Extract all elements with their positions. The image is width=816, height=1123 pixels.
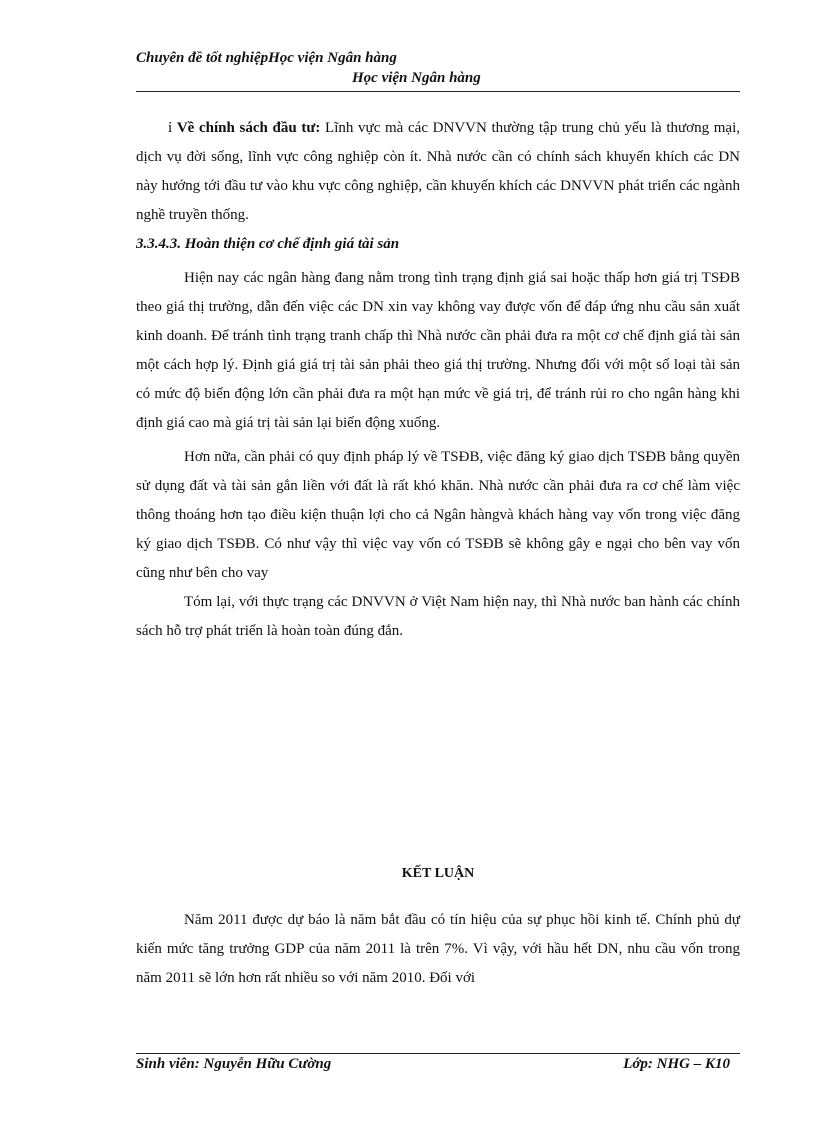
footer-rule	[136, 1053, 740, 1054]
policy-paragraph	[136, 114, 740, 230]
policy-label: Về chính sách đầu tư:	[176, 120, 321, 136]
footer-student: Sinh viên: Nguyễn Hữu Cường	[136, 1056, 332, 1072]
header-title-line-2: Học viện Ngân hàng	[352, 70, 481, 86]
body-content	[136, 114, 740, 646]
paragraph-valuation: Hiện nay các ngân hàng đang nằm trong tình trạng định giá sai hoặc thấp hơn giá trị TSĐB theo giá thị trường, dẫn đến việc các DN xin vay không vay được vốn để đáp ứng nhu cầu sản xuất kinh doanh. Để tránh tình trạng tranh chấp thì Nhà nước cần phải đưa ra một cơ chế định giá tài sản một cách hợp lý. Định giá giá trị tài sản phải theo giá thị trường. Nhưng đối với một số loại tài sản có mức độ biến động lớn cần phải đưa ra một hạn mức về giá trị, để tránh rủi ro cho ngân hàng khi định giá cao mà giá trị tài sản lại biến động xuống.	[136, 270, 740, 431]
policy-text: Lĩnh vực mà các DNVVN thường tập trung chủ yếu là thương mại, dịch vụ đời sống, lĩnh vực công nghiệp còn ít. Nhà nước cần có chính sách khuyến khích các DN này hướng tới đầu tư vào khu vực công nghiệp, cần khuyến khích các DNVVN phát triển các ngành nghề truyền thống.	[136, 120, 740, 223]
paragraph-summary: Tóm lại, với thực trạng các DNVVN ở Việt Nam hiện nay, thì Nhà nước ban hành các chính sách hỗ trợ phát triển là hoàn toàn đúng đắn.	[136, 594, 740, 639]
conclusion-paragraph: Năm 2011 được dự báo là năm bắt đầu có tín hiệu của sự phục hồi kinh tế. Chính phủ dự kiến mức tăng trưởng GDP của năm 2011 là trên 7%. Vì vậy, với hầu hết DN, nhu cầu vốn trong năm 2011 sẽ lớn hơn rất nhiều so với năm 2010. Đối với	[136, 912, 740, 986]
header-rule	[136, 91, 740, 92]
conclusion-body	[136, 906, 740, 993]
paragraph-legal: Hơn nữa, cần phải có quy định pháp lý về TSĐB, việc đăng ký giao dịch TSĐB bằng quyền sử dụng đất và tài sản gắn liền với đất là rất khó khăn. Nhà nước cần phải đưa ra cơ chế làm việc thông thoáng hơn tạo điều kiện thuận lợi cho cả Ngân hàngvà khách hàng vay vốn trong việc đăng ký giao dịch TSĐB. Có như vậy thì việc vay vốn có TSĐB sẽ không gây e ngại cho bên vay vốn cũng như bên cho vay	[136, 449, 740, 581]
section-heading: 3.3.4.3. Hoàn thiện cơ chế định giá tài sản	[136, 236, 400, 252]
header-title-line-1: Chuyên đề tốt nghiệpHọc viện Ngân hàng	[136, 50, 397, 66]
conclusion-title: KẾT LUẬN	[401, 866, 475, 881]
footer-class: Lớp: NHG – K10	[623, 1056, 730, 1072]
bullet-glyph: ỉ	[168, 120, 173, 136]
